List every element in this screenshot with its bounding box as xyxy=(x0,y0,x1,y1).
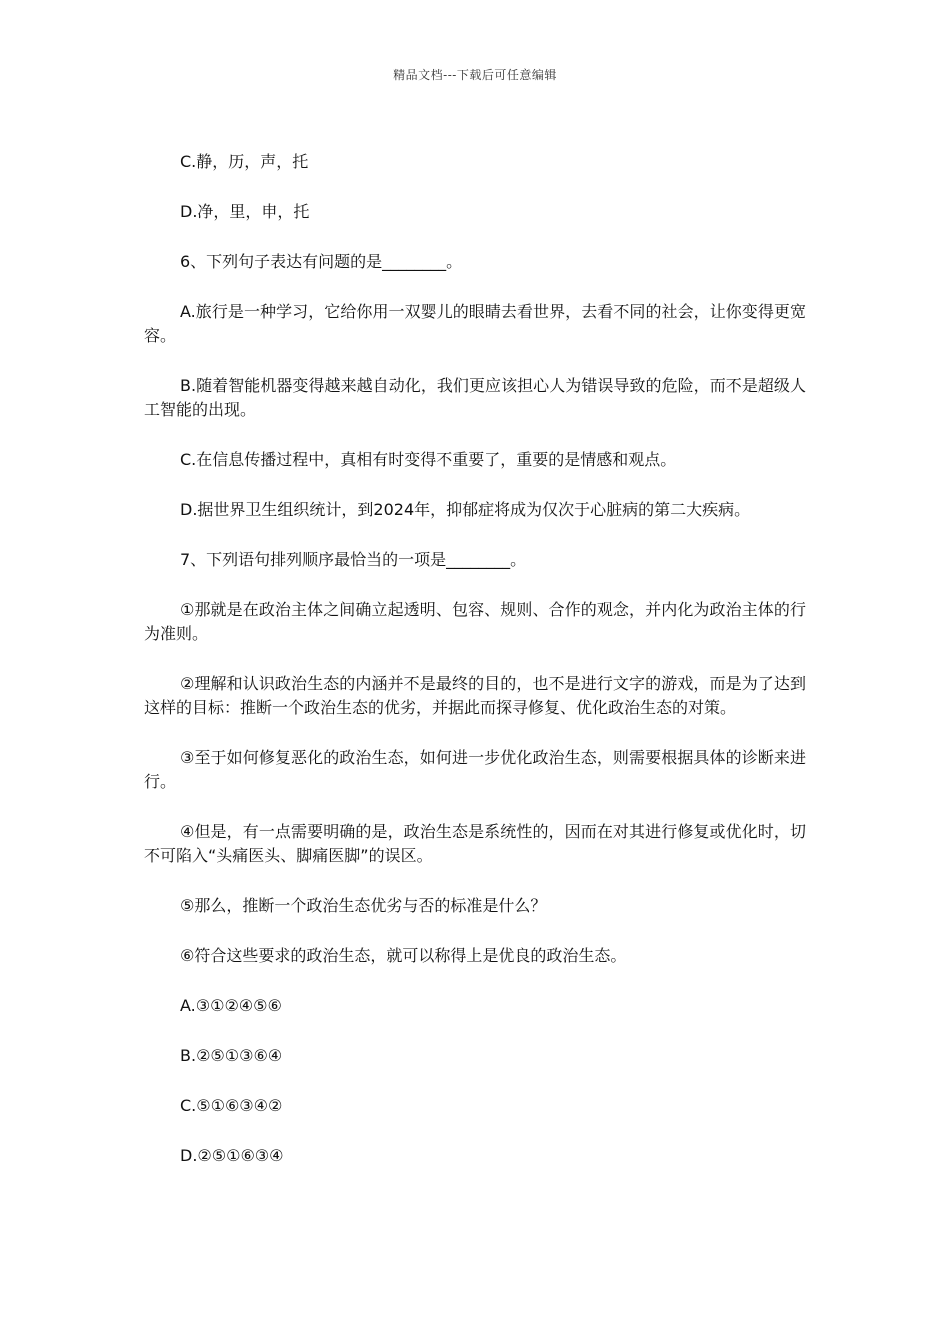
option-d-q7: D.②⑤①⑥③④ xyxy=(180,1146,284,1165)
option-c-q6: C.在信息传播过程中，真相有时变得不重要了，重要的是情感和观点。 xyxy=(180,450,677,469)
sentence-2: ②理解和认识政治生态的内涵并不是最终的目的，也不是进行文字的游戏，而是为了达到这样的目标：推断一个政治生态的优劣，并据此而探寻修复、优化政治生态的对策。 xyxy=(144,674,806,717)
option-c-q5: C.静，历，声，托 xyxy=(180,152,309,171)
option-b-q6: B.随着智能机器变得越来越自动化，我们更应该担心人为错误导致的危险，而不是超级人工智能的出现。 xyxy=(144,376,806,419)
sentence-6: ⑥符合这些要求的政治生态，就可以称得上是优良的政治生态。 xyxy=(180,946,627,965)
option-d-q5: D.净，里，申，托 xyxy=(180,202,310,221)
page-header: 精品文档---下载后可任意编辑 xyxy=(393,68,557,82)
sentence-1: ①那就是在政治主体之间确立起透明、包容、规则、合作的观念，并内化为政治主体的行为准则。 xyxy=(144,600,806,643)
option-d-q6: D.据世界卫生组织统计，到2024年，抑郁症将成为仅次于心脏病的第二大疾病。 xyxy=(180,500,751,519)
question-6-stem: 6、下列句子表达有问题的是________。 xyxy=(180,252,463,271)
sentence-5: ⑤那么，推断一个政治生态优劣与否的标准是什么？ xyxy=(180,896,547,915)
document-body xyxy=(144,150,806,1194)
sentence-4: ④但是，有一点需要明确的是，政治生态是系统性的，因而在对其进行修复或优化时，切不可陷入“头痛医头、脚痛医脚”的误区。 xyxy=(144,822,806,865)
option-c-q7: C.⑤①⑥③④② xyxy=(180,1096,283,1115)
option-a-q7: A.③①②④⑤⑥ xyxy=(180,996,282,1015)
option-b-q7: B.②⑤①③⑥④ xyxy=(180,1046,283,1065)
sentence-3: ③至于如何修复恶化的政治生态，如何进一步优化政治生态，则需要根据具体的诊断来进行。 xyxy=(144,748,806,791)
question-7-stem: 7、下列语句排列顺序最恰当的一项是________。 xyxy=(180,550,527,569)
option-a-q6: A.旅行是一种学习，它给你用一双婴儿的眼睛去看世界，去看不同的社会，让你变得更宽容。 xyxy=(144,302,806,345)
